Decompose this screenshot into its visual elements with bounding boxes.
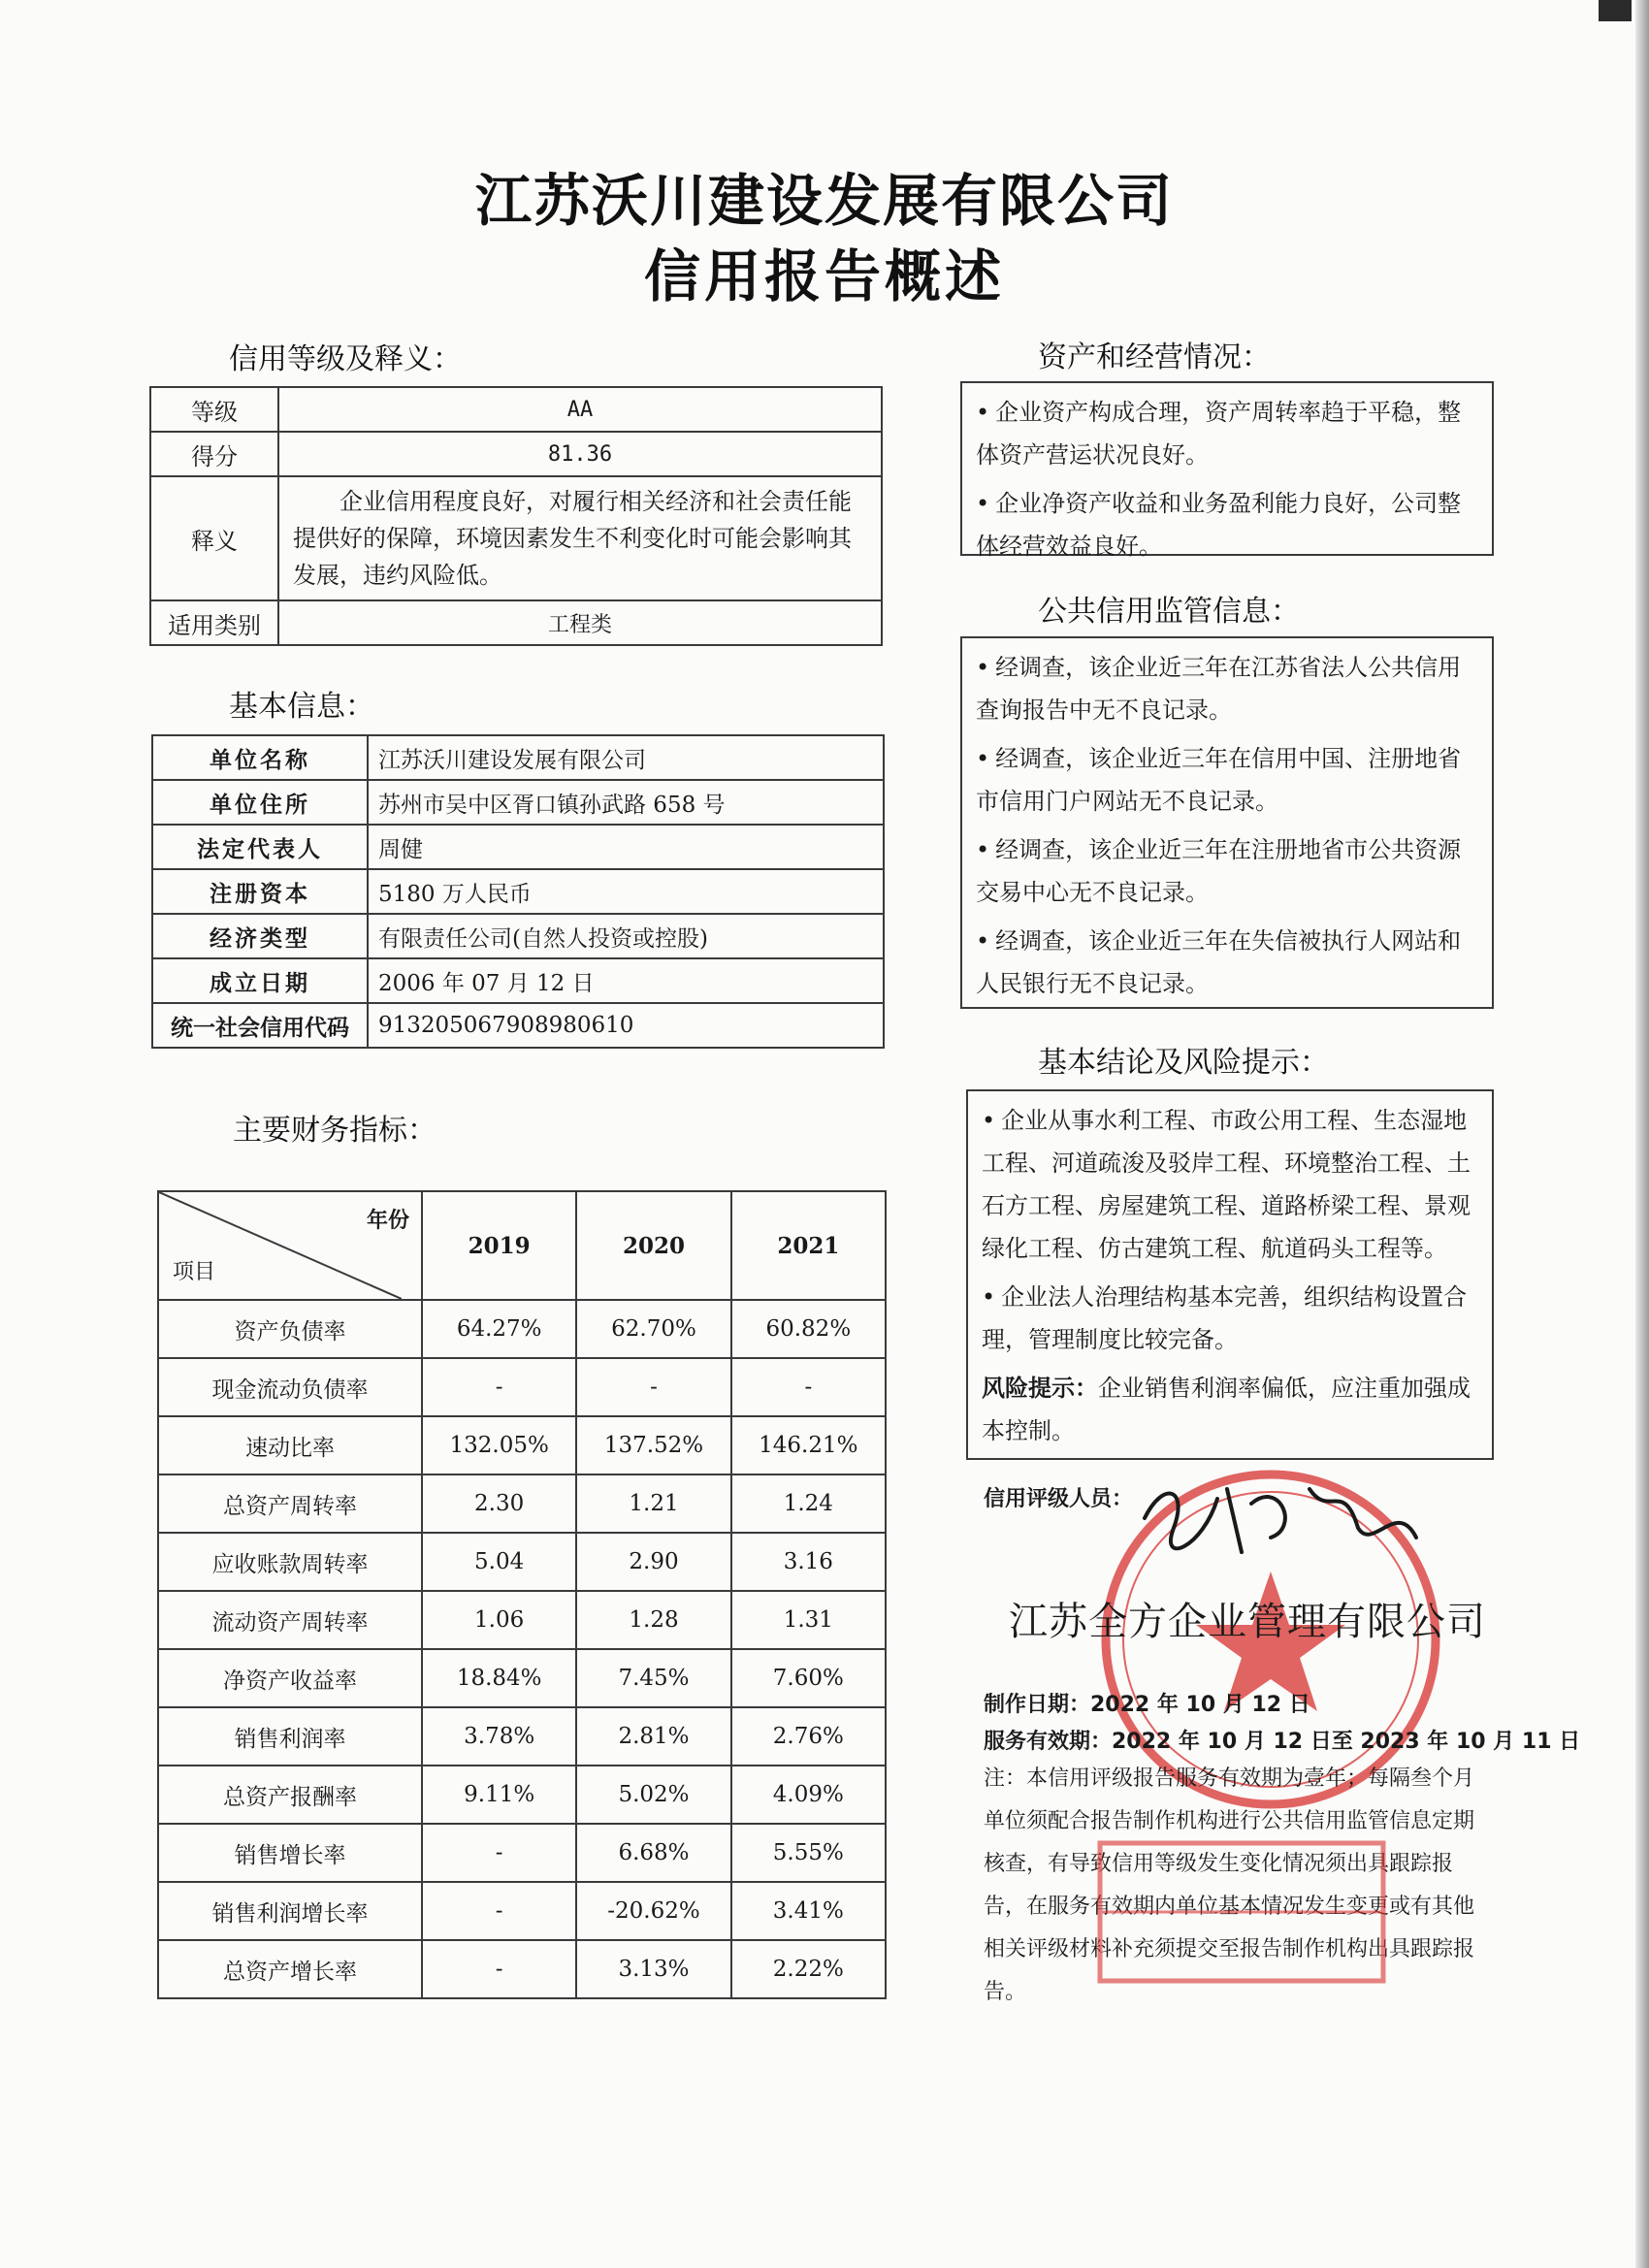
basic-value: 2006 年 07 月 12 日: [368, 958, 884, 1003]
basic-label: 单位住所: [152, 780, 368, 825]
list-item: • 企业法人治理结构基本完善，组织结构设置合理，管理制度比较完备。: [982, 1283, 1468, 1353]
metric-name: 现金流动负债率: [158, 1358, 422, 1416]
basic-label: 经济类型: [152, 914, 368, 958]
basic-value: 苏州市吴中区胥口镇孙武路 658 号: [368, 780, 884, 825]
metric-name: 流动资产周转率: [158, 1591, 422, 1649]
metric-value: 132.05%: [422, 1416, 576, 1474]
metric-name: 销售增长率: [158, 1824, 422, 1882]
signature-icon: [1135, 1460, 1426, 1567]
metric-value: 2.76%: [731, 1707, 886, 1766]
basic-info-table: [151, 734, 885, 1049]
item-label: 项目: [173, 1260, 216, 1284]
metric-value: 1.28: [576, 1591, 730, 1649]
basic-value: 5180 万人民币: [368, 869, 884, 914]
metric-value: 6.68%: [576, 1824, 730, 1882]
list-item: • 经调查，该企业近三年在信用中国、注册地省市信用门户网站无不良记录。: [976, 745, 1462, 815]
metric-value: 3.41%: [731, 1882, 886, 1940]
table-row: [152, 1003, 884, 1048]
category-label: 适用类别: [150, 600, 278, 645]
metric-name: 净资产收益率: [158, 1649, 422, 1707]
metric-value: 2.81%: [576, 1707, 730, 1766]
metric-value: 1.31: [731, 1591, 886, 1649]
bullet-icon: •: [982, 1107, 996, 1134]
basic-value: 913205067908980610: [368, 1003, 884, 1048]
list-item: • 经调查，该企业近三年在江苏省法人公共信用查询报告中无不良记录。: [976, 654, 1462, 724]
metric-name: 总资产周转率: [158, 1474, 422, 1533]
basic-value: 江苏沃川建设发展有限公司: [368, 735, 884, 780]
list-item: • 企业资产构成合理，资产周转率趋于平稳，整体资产营运状况良好。: [976, 399, 1462, 469]
metric-value: 1.21: [576, 1474, 730, 1533]
assets-heading: 资产和经营情况：: [1038, 340, 1271, 374]
table-row: [152, 869, 884, 914]
basic-value: 有限责任公司(自然人投资或控股): [368, 914, 884, 958]
table-row: [158, 1882, 886, 1940]
bullet-icon: •: [976, 654, 990, 681]
metric-name: 总资产增长率: [158, 1940, 422, 1998]
table-row: [158, 1649, 886, 1707]
basic-value: 周健: [368, 825, 884, 869]
metric-value: 3.13%: [576, 1940, 730, 1998]
table-row: [158, 1533, 886, 1591]
metric-value: -: [422, 1358, 576, 1416]
metric-value: 1.24: [731, 1474, 886, 1533]
metric-value: -: [422, 1882, 576, 1940]
list-item: • 企业净资产收益和业务盈利能力良好，公司整体经营效益良好。: [976, 490, 1462, 560]
table-row: [158, 1824, 886, 1882]
metric-value: -: [422, 1824, 576, 1882]
registration-stamp-icon: [1096, 1839, 1387, 1985]
metric-value: 7.45%: [576, 1649, 730, 1707]
finance-table: [157, 1190, 887, 1999]
table-row: [158, 1940, 886, 1998]
table-row: [158, 1300, 886, 1358]
metric-value: 9.11%: [422, 1766, 576, 1824]
grade-value: AA: [278, 387, 882, 432]
list-item: • 经调查，该企业近三年在注册地省市公共资源交易中心无不良记录。: [976, 836, 1462, 906]
footnote: 注：本信用评级报告服务有效期为壹年；每隔叁个月单位须配合报告制作机构进行公共信用监管信息定期核查，有导致信用等级发生变化情况须出具跟踪报告，在服务有效期内单位基本情况发生变更或有其他相关评级材料补充须提交至报告制作机构出具跟踪报告。: [984, 1766, 1475, 2004]
table-row: [152, 780, 884, 825]
year-label: 年份: [366, 1209, 409, 1233]
basic-heading: 基本信息：: [229, 690, 374, 724]
table-row: [152, 825, 884, 869]
table-row: [152, 958, 884, 1003]
metric-value: 5.04: [422, 1533, 576, 1591]
score-value: 81.36: [278, 432, 882, 476]
explain-label: 释义: [150, 476, 278, 600]
metric-value: -20.62%: [576, 1882, 730, 1940]
metric-name: 销售利润率: [158, 1707, 422, 1766]
metric-value: 2.90: [576, 1533, 730, 1591]
list-item: • 企业从事水利工程、市政公用工程、生态湿地工程、河道疏浚及驳岸工程、环境整治工程、土石方工程、房屋建筑工程、道路桥梁工程、景观绿化工程、仿古建筑工程、航道码头工程等。: [982, 1107, 1471, 1262]
metric-value: 137.52%: [576, 1416, 730, 1474]
metric-value: 2.22%: [731, 1940, 886, 1998]
year-2020: 2020: [576, 1191, 730, 1300]
risk-text: 企业销售利润率偏低，应注重加强成本控制。: [982, 1375, 1471, 1444]
public-box: [960, 636, 1494, 1009]
list-item: • 经调查，该企业近三年在失信被执行人网站和人民银行无不良记录。: [976, 927, 1462, 997]
issuer-company: 江苏全方企业管理有限公司: [1009, 1600, 1486, 1644]
grade-label: 等级: [150, 387, 278, 432]
header-diagonal-cell: [158, 1191, 422, 1300]
table-row: [152, 735, 884, 780]
year-2021: 2021: [731, 1191, 886, 1300]
bullet-icon: •: [976, 490, 990, 517]
category-value: 工程类: [278, 600, 882, 645]
table-row: [158, 1358, 886, 1416]
metric-name: 销售利润增长率: [158, 1882, 422, 1940]
metric-value: 3.78%: [422, 1707, 576, 1766]
basic-label: 成立日期: [152, 958, 368, 1003]
table-row: [158, 1766, 886, 1824]
table-row: [158, 1707, 886, 1766]
table-row: [158, 1474, 886, 1533]
document-title: 江苏沃川建设发展有限公司: [474, 168, 1174, 234]
metric-name: 速动比率: [158, 1416, 422, 1474]
bullet-icon: •: [982, 1283, 996, 1311]
rating-table: [149, 386, 883, 646]
conclusion-box: [966, 1089, 1494, 1460]
validity-period: 服务有效期：2022 年 10 月 12 日至 2023 年 10 月 11 日: [984, 1730, 1581, 1754]
bullet-icon: •: [976, 836, 990, 863]
metric-value: 18.84%: [422, 1649, 576, 1707]
metric-value: 1.06: [422, 1591, 576, 1649]
metric-value: 4.09%: [731, 1766, 886, 1824]
rating-heading: 信用等级及释义：: [229, 342, 462, 376]
metric-value: 64.27%: [422, 1300, 576, 1358]
metric-name: 应收账款周转率: [158, 1533, 422, 1591]
document-subtitle: 信用报告概述: [643, 243, 1005, 309]
metric-value: 146.21%: [731, 1416, 886, 1474]
explain-text: 企业信用程度良好，对履行相关经济和社会责任能提供好的保障，环境因素发生不利变化时可能会影响其发展，违约风险低。: [278, 476, 882, 600]
metric-value: -: [731, 1358, 886, 1416]
made-date: 制作日期：2022 年 10 月 12 日: [984, 1693, 1310, 1717]
table-row: [152, 914, 884, 958]
public-heading: 公共信用监管信息：: [1038, 595, 1300, 629]
score-label: 得分: [150, 432, 278, 476]
bullet-icon: •: [976, 927, 990, 955]
risk-note: [982, 1367, 1478, 1452]
scan-edge: [1635, 0, 1649, 2268]
metric-value: -: [422, 1940, 576, 1998]
metric-name: 总资产报酬率: [158, 1766, 422, 1824]
metric-value: -: [576, 1358, 730, 1416]
conclusion-heading: 基本结论及风险提示：: [1038, 1046, 1329, 1080]
table-row: [158, 1591, 886, 1649]
bullet-icon: •: [976, 745, 990, 772]
metric-value: 2.30: [422, 1474, 576, 1533]
metric-value: 3.16: [731, 1533, 886, 1591]
basic-label: 统一社会信用代码: [152, 1003, 368, 1048]
basic-label: 法定代表人: [152, 825, 368, 869]
rater-label: 信用评级人员：: [984, 1487, 1134, 1511]
year-2019: 2019: [422, 1191, 576, 1300]
risk-label: 风险提示：: [982, 1375, 1098, 1402]
metric-value: 60.82%: [731, 1300, 886, 1358]
metric-value: 7.60%: [731, 1649, 886, 1707]
basic-label: 注册资本: [152, 869, 368, 914]
table-row: [158, 1416, 886, 1474]
metric-value: 5.55%: [731, 1824, 886, 1882]
metric-name: 资产负债率: [158, 1300, 422, 1358]
finance-heading: 主要财务指标：: [233, 1114, 436, 1148]
assets-box: [960, 381, 1494, 560]
metric-value: 5.02%: [576, 1766, 730, 1824]
bullet-icon: •: [976, 399, 990, 426]
scan-corner: [1599, 0, 1632, 21]
basic-label: 单位名称: [152, 735, 368, 780]
metric-value: 62.70%: [576, 1300, 730, 1358]
